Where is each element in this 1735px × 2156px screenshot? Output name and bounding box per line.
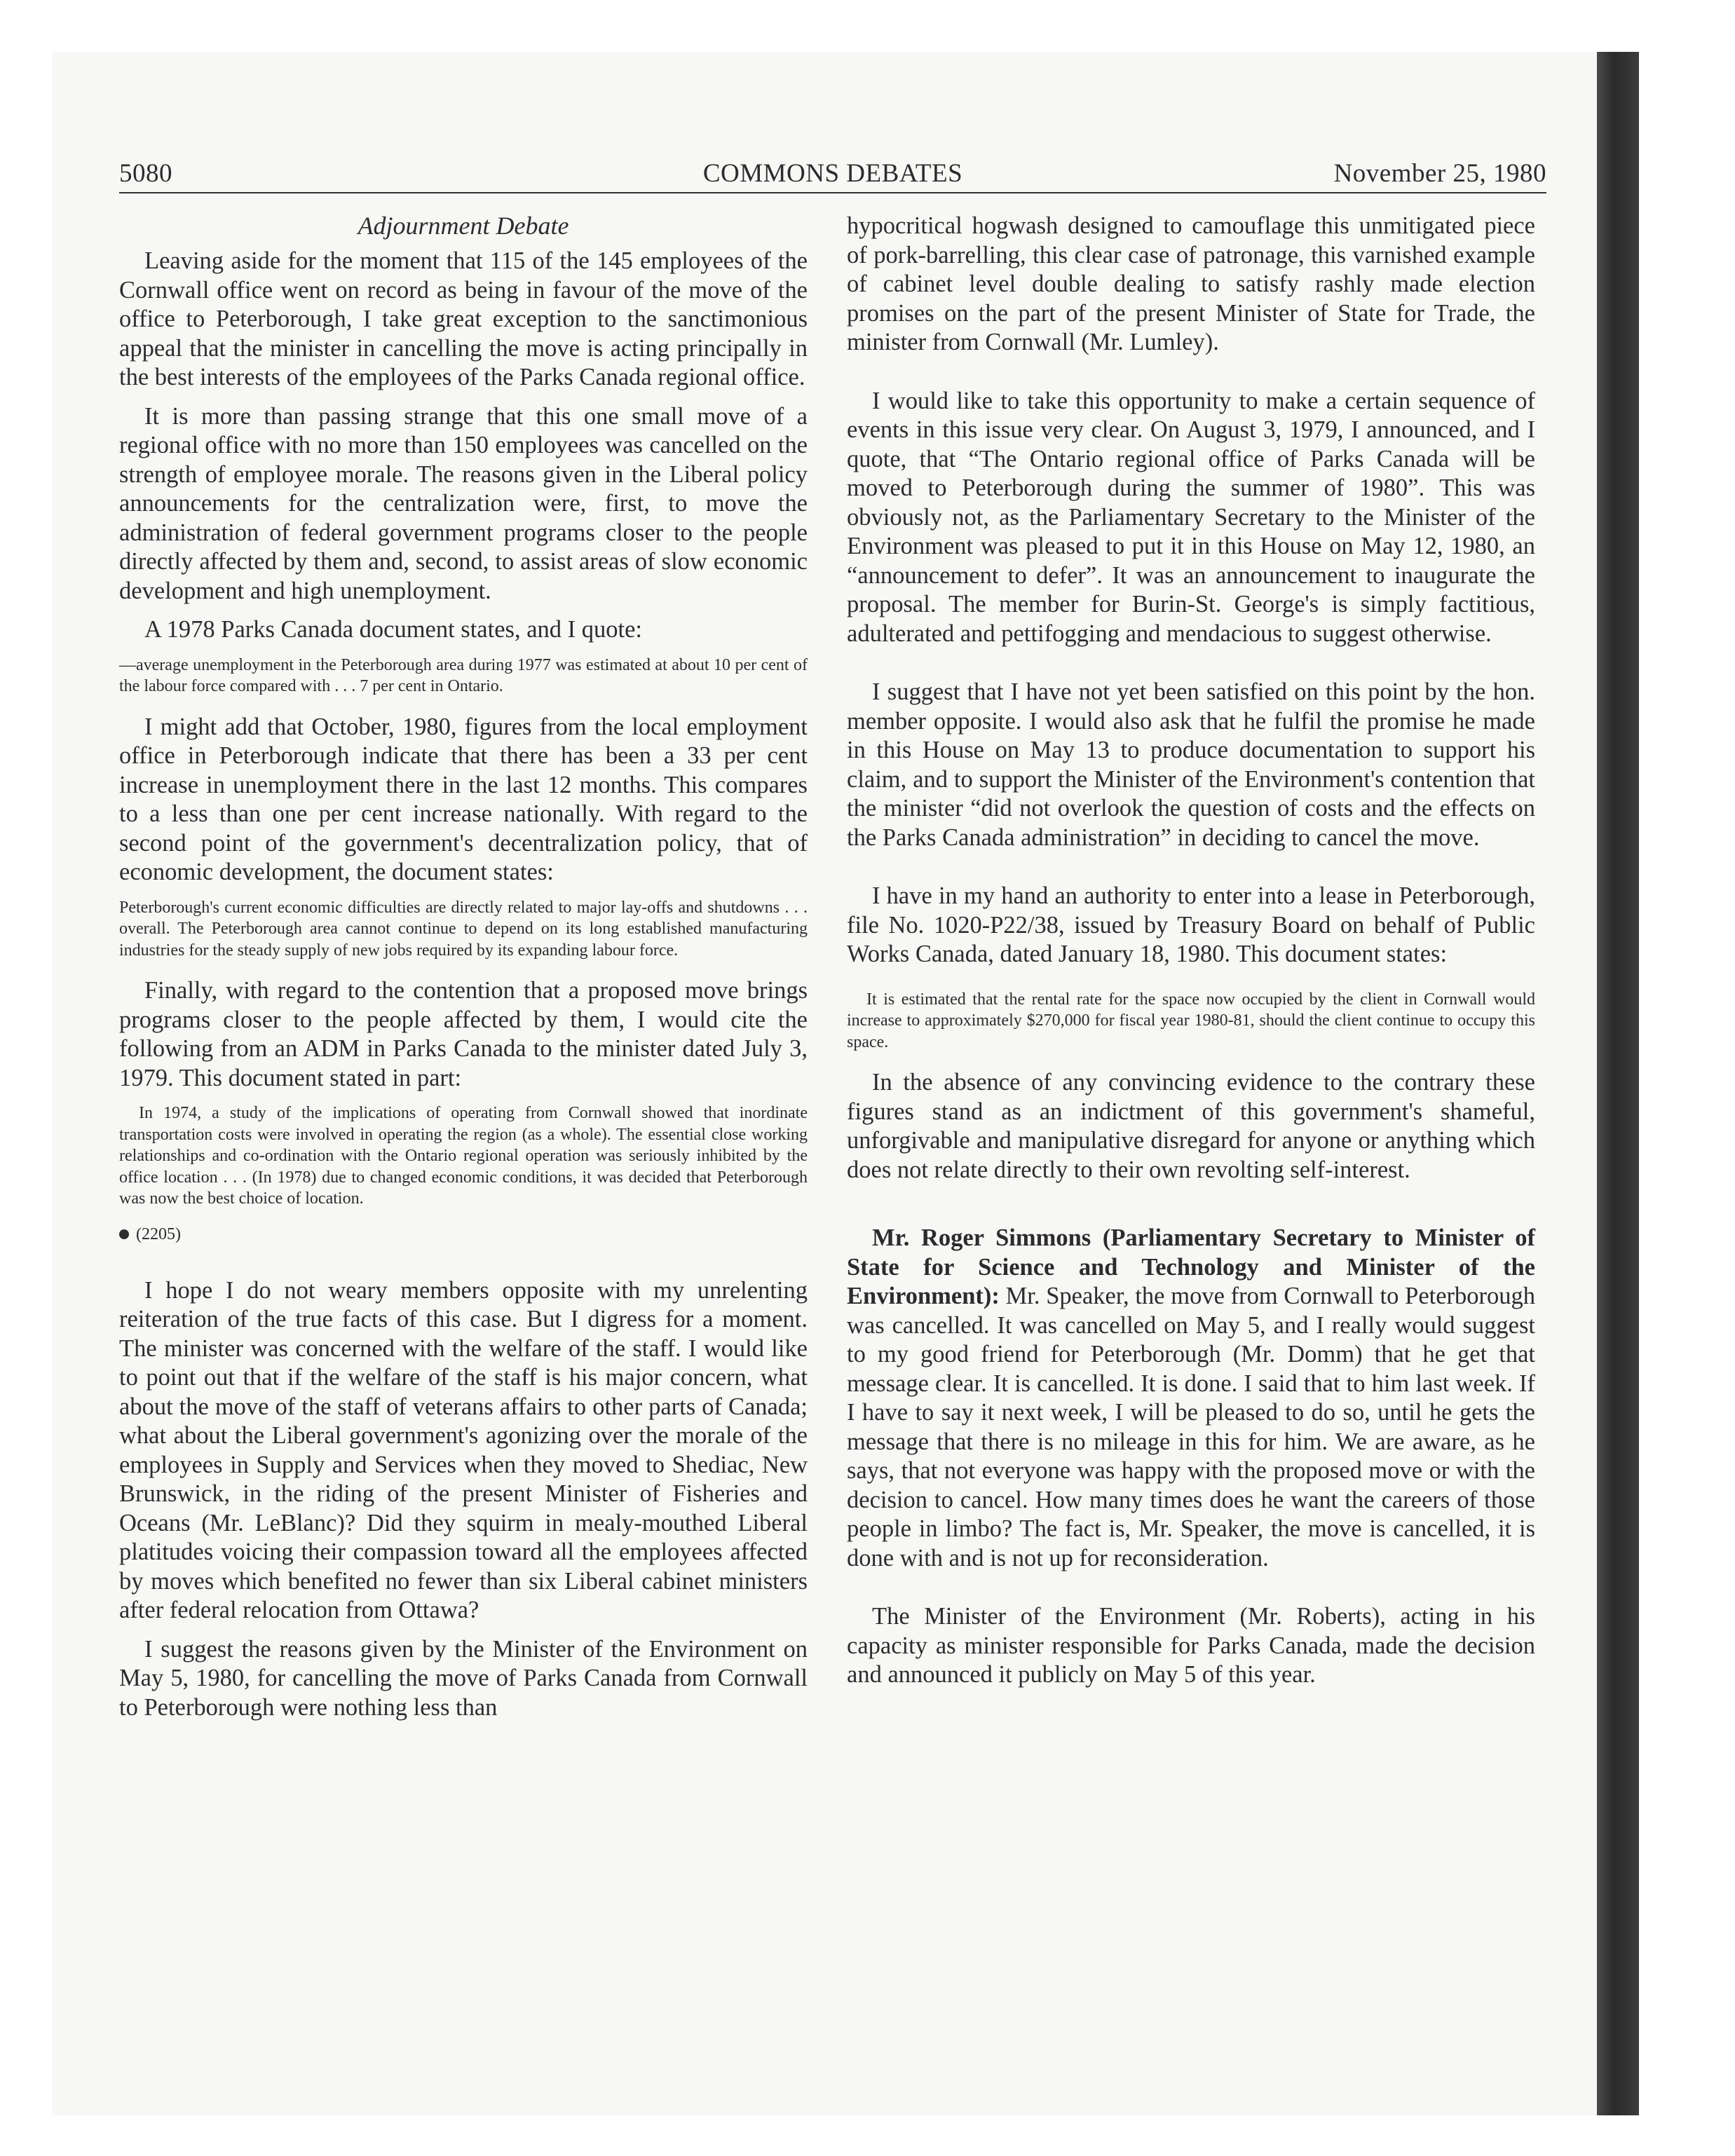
paragraph: I hope I do not weary members opposite with my unrelenting reiteration of the true facts of this case. But I digress for a moment. The minister was concerned with the welfare of the staff. I would like to point out that if the welfare of the staff is his major concern, what about the move of the staff of veterans affairs to other parts of Canada; what about the Liberal government's agonizing over the morale of the employees in Supply and Services when they moved to Shediac, New Brunswick, in the riding of the present Minister of Fisheries and Oceans (Mr. LeBlanc)? Did they squirm in mealy-mouthed Liberal platitudes voicing their compassion toward all the employees affected by moves which benefited no fewer than six Liberal cabinet ministers after federal relocation from Ottawa? <box>119 1276 808 1623</box>
section-title: Adjournment Debate <box>358 212 569 240</box>
paragraph: A 1978 Parks Canada document states, and I quote: <box>144 616 642 643</box>
paragraph: The Minister of the Environment (Mr. Roberts), acting in his capacity as minister responsible for Parks Canada, made the decision and announced it publicly on May 5 of this year. <box>847 1603 1535 1688</box>
paragraph: In the absence of any convincing evidence to the contrary these figures stand as an indictment of this government's shameful, unforgivable and manipulative disregard for anyone or anything which does not relate directly to their own revolting self-interest. <box>847 1069 1535 1183</box>
publication-title: COMMONS DEBATES <box>702 159 963 188</box>
document-page <box>119 156 1546 1721</box>
binding-edge <box>1597 52 1639 2115</box>
right-column <box>847 206 1535 1700</box>
paragraph: It is more than passing strange that this one small move of a regional office with no more than 150 employees was cancelled on the strength of employee morale. The reasons given in the Liberal policy announcements for the centralization were, first, to move the administration of federal government programs closer to the people directly affected by them and, second, to assist areas of slow economic development and high unemployment. <box>119 402 808 604</box>
speech-paragraph <box>847 1224 1535 1573</box>
paragraph: I have in my hand an authority to enter into a lease in Peterborough, file No. 1020-P22/38, issued by Treasury Board on behalf of Public Works Canada, dated January 18, 1980. This document states: <box>847 882 1535 967</box>
paragraph: Leaving aside for the moment that 115 of the 145 employees of the Cornwall office went on record as being in favour of the move of the office to Peterborough, I take great exception to the sanctimonious appeal that the minister in cancelling the move is acting principally in the best interests of the employees of the Parks Canada regional office. <box>119 247 808 390</box>
paragraph: I suggest the reasons given by the Minister of the Environment on May 5, 1980, for cancelling the move of Parks Canada from Cornwall to Peterborough were nothing less than <box>119 1635 808 1721</box>
speaker-name: Mr. Roger Simmons (Parliamentary Secretary to Minister of State for Science and Technology and Minister of the Environment): <box>847 1224 1535 1309</box>
paragraph: I suggest that I have not yet been satisfied on this point by the hon. member opposite. I would also ask that he fulfil the promise he made in this House on May 13 to produce documentation to support his claim, and to support the Minister of the Environment's contention that the minister “did not overlook the question of costs and the effects on the Parks Canada administration” in deciding to cancel the move. <box>847 678 1535 851</box>
paragraph: hypocritical hogwash designed to camouflage this unmitigated piece of pork-barrelling, this clear case of patronage, this varnished example of cabinet level double dealing to satisfy rashly made election promises on the part of the present Minister of State for Trade, the minister from Cornwall (Mr. Lumley). <box>847 212 1535 355</box>
block-quote: It is estimated that the rental rate for the space now occupied by the client in Cornwall would increase to approximately $270,000 for fiscal year 1980-81, should the client continue to occupy this space. <box>847 990 1535 1051</box>
left-column <box>119 206 808 1732</box>
block-quote: Peterborough's current economic difficulties are directly related to major lay-offs and shutdowns . . . overall. The Peterborough area cannot continue to depend on its long established manufacturing industries for the steady supply of new jobs required by its expanding labour force. <box>119 898 808 960</box>
header-date: November 25, 1980 <box>1333 159 1546 188</box>
block-quote: —average unemployment in the Peterborough area during 1977 was estimated at about 10 per cent of the labour force compared with . . . 7 per cent in Ontario. <box>119 655 808 695</box>
page-number: 5080 <box>119 159 172 188</box>
paragraph: I would like to take this opportunity to make a certain sequence of events in this issue very clear. On August 3, 1979, I announced, and I quote, that “The Ontario regional office of Parks Canada will be moved to Peterborough during the summer of 1980”. This was obviously not, as the Parliamentary Secretary to the Minister of the Environment was pleased to put it in this House on May 12, 1980, an “announcement to defer”. It was an announcement to inaugurate the proposal. The member for Burin-St. George's is simply factitious, adulterated and pettifogging and mendacious to suggest otherwise. <box>847 387 1535 647</box>
time-marker-text: (2205) <box>136 1224 181 1243</box>
speech-text: Mr. Speaker, the move from Cornwall to Peterborough was cancelled. It was cancelled on May 5, and I really would suggest to my good friend for Peterborough (Mr. Domm) that he get that message clear. It is cancelled. It is done. I said that to him last week. If I have to say it next week, I will be pleased to do so, until he gets the message that there is no mileage in this for him. We are aware, as he says, that not everyone was happy with the proposed move or with the decision to cancel. How many times does he want the careers of those people in limbo? The fact is, Mr. Speaker, the move is cancelled, it is done with and is not up for reconsideration. <box>847 1283 1536 1571</box>
block-quote: In 1974, a study of the implications of operating from Cornwall showed that inordinate transportation costs were involved in operating the region (as a whole). The essential close working relationships and co-ordination with the Ontario regional operation was seriously inhibited by the office location . . . (In 1978) due to changed economic conditions, it was decided that Peterborough was now the best choice of location. <box>119 1104 808 1208</box>
running-header <box>119 156 1546 189</box>
bullet-dot-icon <box>119 1229 129 1239</box>
time-marker <box>119 1225 808 1244</box>
paragraph: I might add that October, 1980, figures from the local employment office in Peterborough indicate that there has been a 33 per cent increase in unemployment there in the last 12 months. This compares to a less than one per cent increase nationally. With regard to the second point of the government's decentralization policy, that of economic development, the document states: <box>119 713 808 885</box>
header-rule <box>119 192 1546 193</box>
paragraph: Finally, with regard to the contention that a proposed move brings programs closer to the people affected by them, I would cite the following from an ADM in Parks Canada to the minister dated July 3, 1979. This document stated in part: <box>119 977 808 1091</box>
